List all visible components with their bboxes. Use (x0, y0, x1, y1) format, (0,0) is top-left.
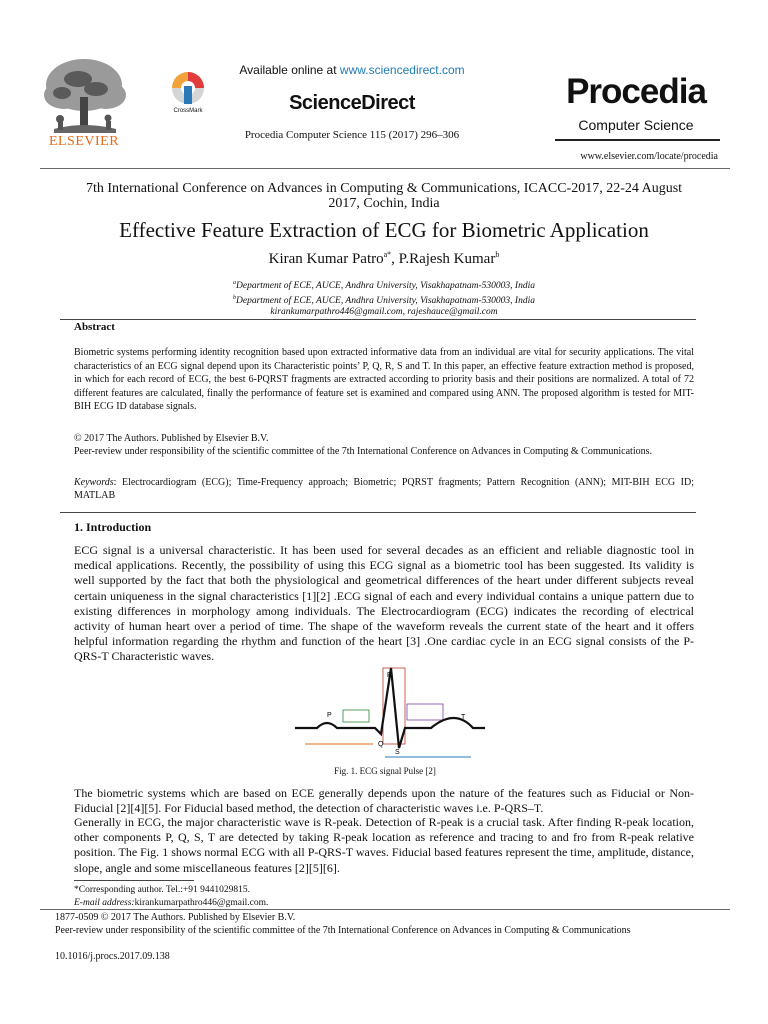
affiliation-a-text: Department of ECE, AUCE, Andhra University, Visakhapatnam-530003, India (236, 281, 535, 292)
journal-citation: Procedia Computer Science 115 (2017) 296–306 (244, 129, 460, 141)
procedia-title: Procedia (566, 72, 706, 111)
conference-line: 7th International Conference on Advances in Computing & Communications, ICACC-2017, 22-24 August 2017, Cochin, India (85, 181, 683, 211)
abstract-divider (60, 319, 696, 320)
affiliations (150, 278, 618, 319)
footer-divider (40, 909, 730, 910)
footer-peer-review: Peer-review under responsibility of the scientific committee of the 7th International Conference on Advances in Computing & Communications (55, 925, 631, 936)
copyright-block (74, 432, 694, 458)
intro-paragraph: ECG signal is a universal characteristic. It has been used for several decades as an efficient and reliable diagnostic tool in medical applications. Recently, the possibility of using this ECG signal as a biometric tool has been suggested. Its validity is well supported by the fact that both the physiological and geometrical differences of the heart under different subjects reveal certain uniqueness in the signal characteristics [1][2] .ECG signal of each and every individual contains a unique pattern due to existing differences in morphology among individuals. The Electrocardiogram (ECG) indicates the recording of electrical activity of human heart over a period of time. The shape of the waveform reveals the current state of the heart and it offers helpful information regarding the rhythm and function of the heart [3] .One cardiac cycle in an ECG signal consists of the P-QRS-T Characteristic waves. (74, 543, 694, 664)
sciencedirect-brand: ScienceDirect (289, 92, 415, 114)
peer-review-line: Peer-review under responsibility of the scientific committee of the 7th International Conference on Advances in Computing & Communications. (74, 446, 652, 457)
wave-label-r: R (387, 672, 393, 679)
pr-segment-box (343, 710, 369, 722)
keywords (74, 476, 694, 502)
affiliation-a-sup: a (233, 280, 237, 286)
email-label: E-mail address: (74, 898, 135, 908)
email-address-link[interactable]: kirankumarpathro446@gmail.com. (134, 898, 269, 908)
crossmark-label: CrossMark (173, 108, 203, 114)
author-line (60, 250, 708, 268)
body-paragraph-3: Generally in ECG, the major characteristic wave is R-peak. Detection of R-peak is a crucial task. After finding R-peak location, other components P, Q, S, T are detected by taking R-peak location as reference and tracing to and fro from R-peak relative position. The Fig. 1 shows normal ECG with all P-QRS-T waves. Fiducial based features represent the time, amplitude, distance, slope, angle and some miscellaneous features [2][5][6]. (74, 815, 694, 875)
wave-label-t: T (461, 714, 466, 721)
affiliation-b (150, 293, 618, 308)
abstract-heading: Abstract (74, 321, 115, 333)
author-1-sup: a* (383, 250, 392, 259)
footer-doi-link[interactable]: 10.1016/j.procs.2017.09.138 (55, 951, 170, 962)
affiliation-a (150, 278, 618, 293)
sciencedirect-url-link[interactable]: www.sciencedirect.com (339, 63, 465, 77)
wave-label-p: P (327, 712, 332, 719)
affiliation-b-text: Department of ECE, AUCE, Andhra University, Visakhapatnam-530003, India (236, 295, 535, 306)
procedia-divider (555, 139, 720, 141)
body-paragraph-2: The biometric systems which are based on ECE generally depends upon the nature of the features such as Fiducial or Non-Fiducial [2][4][5]. For Fiducial based method, the detection of characteristic waves i.e. P-QRS–T. (74, 786, 694, 816)
author-separator: , (391, 251, 399, 267)
keywords-text: : Electrocardiogram (ECG); Time-Frequency approach; Biometric; PQRST fragments; Pattern Recognition (ANN); MIT-BIH ECG ID; MATLAB (74, 477, 694, 501)
ecg-pulse-figure (295, 660, 485, 765)
email-note (74, 898, 268, 908)
footer-issn: 1877-0509 © 2017 The Authors. Published by Elsevier B.V. (55, 912, 296, 923)
elsevier-wordmark: ELSEVIER (48, 134, 120, 149)
footnote-divider (74, 880, 194, 881)
available-prefix: Available online at (239, 63, 340, 77)
intro-divider (60, 512, 696, 513)
wave-label-s: S (395, 749, 400, 756)
affiliation-b-sup: b (233, 294, 237, 301)
abstract-body: Biometric systems performing identity recognition based upon extracted informative data from an individual are vital for security applications. The vital characteristics of an ECG signal depend upon its Characteristic points’ P, Q, R, S and T. In this paper, an effective feature extraction method is proposed, in which for each record of ECG, the best 6-PQRST fragments are extracted according to priority basis and their positions are normalized. A total of 72 different features are calculated, finally the performance of feature set is examined and compared using ANN. The proposed algorithm is tested for MIT-BIH ECG ID database signals. (74, 347, 694, 413)
author-emails: kirankumarpathro446@gmail.com, rajeshauce@gmail.com (270, 307, 498, 318)
ecg-waveform (295, 668, 485, 748)
paper-title: Effective Feature Extraction of ECG for Biometric Application (119, 218, 649, 242)
corresponding-author-note: *Corresponding author. Tel.:+91 9441029815. (74, 885, 251, 895)
keywords-label: Keywords (74, 477, 114, 488)
copyright-line: © 2017 The Authors. Published by Elsevier B.V. (74, 433, 269, 444)
st-segment-box (407, 704, 443, 720)
figure-caption: Fig. 1. ECG signal Pulse [2] (334, 766, 436, 776)
author-1: Kiran Kumar Patro (268, 251, 384, 267)
header-divider (40, 168, 730, 169)
available-online-line (222, 63, 482, 77)
author-2-sup: b (495, 250, 500, 259)
journal-url-link[interactable]: www.elsevier.com/locate/procedia (580, 151, 718, 162)
author-2: P.Rajesh Kumar (398, 251, 496, 267)
section-heading: 1. Introduction (74, 520, 152, 534)
procedia-subtitle: Computer Science (578, 117, 694, 133)
wave-label-q: Q (378, 741, 384, 748)
